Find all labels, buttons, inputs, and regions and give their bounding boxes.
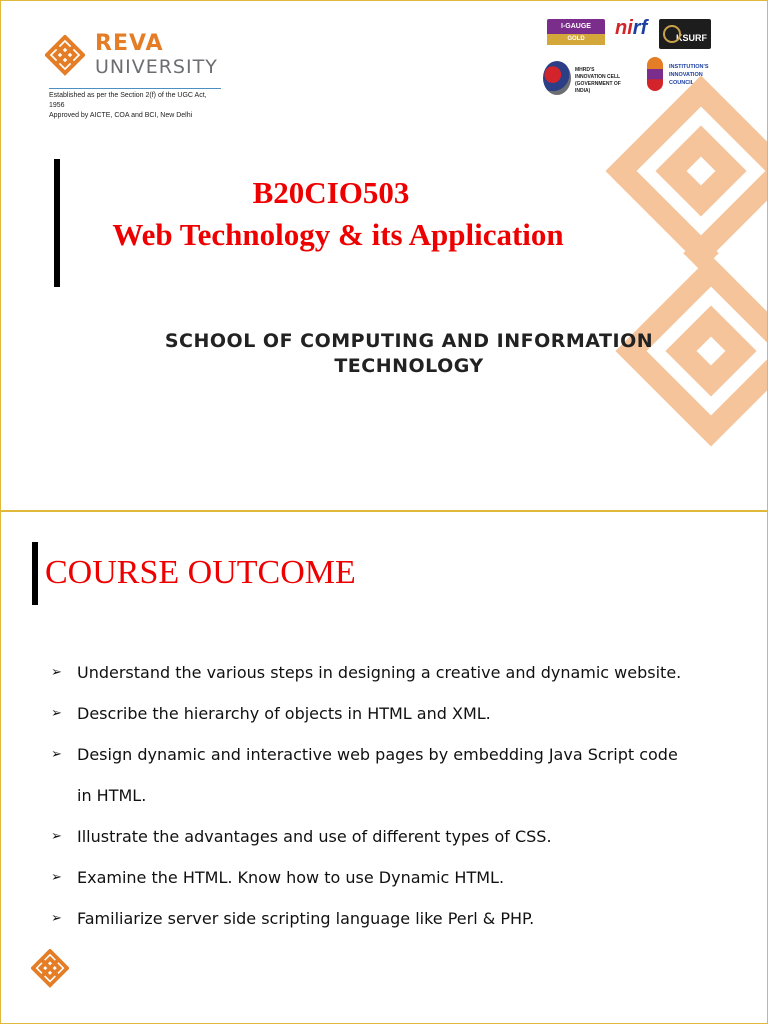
- arrow-bullet-icon: ➢: [51, 829, 62, 844]
- slide-heading: COURSE OUTCOME: [45, 554, 356, 591]
- nirf-logo: nirf: [615, 17, 648, 39]
- outcome-list: [49, 652, 749, 939]
- university-name: REVA: [95, 31, 164, 56]
- list-item: ➢ Describe the hierarchy of objects in HTML and XML.: [49, 693, 749, 734]
- innovation-cell-badge: MHRD'S INNOVATION CELL (GOVERNMENT OF INDIA): [543, 61, 633, 97]
- logo-divider: [49, 88, 221, 89]
- list-item: ➢ Design dynamic and interactive web pages by embedding Java Script code in HTML.: [49, 734, 749, 816]
- course-outcome-slide: [0, 511, 768, 1024]
- course-title: Web Technology & its Application: [112, 217, 564, 252]
- ksurf-badge: KSURF: [659, 19, 711, 49]
- list-item: ➢ Familiarize server side scripting language like Perl & PHP.: [49, 898, 749, 939]
- endless-knot-footer-icon: [31, 949, 69, 991]
- arrow-bullet-icon: ➢: [51, 706, 62, 721]
- seal-icon: [663, 25, 681, 43]
- title-slide: [0, 0, 768, 511]
- arrow-bullet-icon: ➢: [51, 911, 62, 926]
- endless-knot-icon: [45, 35, 85, 79]
- list-item: ➢ Examine the HTML. Know how to use Dynamic HTML.: [49, 857, 749, 898]
- list-item: ➢ Illustrate the advantages and use of different types of CSS.: [49, 816, 749, 857]
- heading-accent-bar: [32, 542, 38, 605]
- endless-knot-decoration-icon: [561, 71, 768, 471]
- arrow-bullet-icon: ➢: [51, 747, 62, 762]
- arrow-bullet-icon: ➢: [51, 870, 62, 885]
- igauge-badge: I-GAUGE GOLD: [547, 19, 605, 47]
- establishment-note: Established as per the Section 2(f) of the UGC Act, 1956 Approved by AICTE, COA and BCI, New Delhi: [49, 92, 207, 119]
- school-name: SCHOOL OF COMPUTING AND INFORMATION TECHNOLOGY: [164, 330, 654, 377]
- list-item: ➢ Understand the various steps in designing a creative and dynamic website.: [49, 652, 749, 693]
- university-word: UNIVERSITY: [95, 56, 218, 78]
- arrow-bullet-icon: ➢: [51, 665, 62, 680]
- course-code: B20CIO503: [252, 175, 410, 210]
- iic-badge: INSTITUTION'S INNOVATION COUNCIL: [647, 57, 717, 97]
